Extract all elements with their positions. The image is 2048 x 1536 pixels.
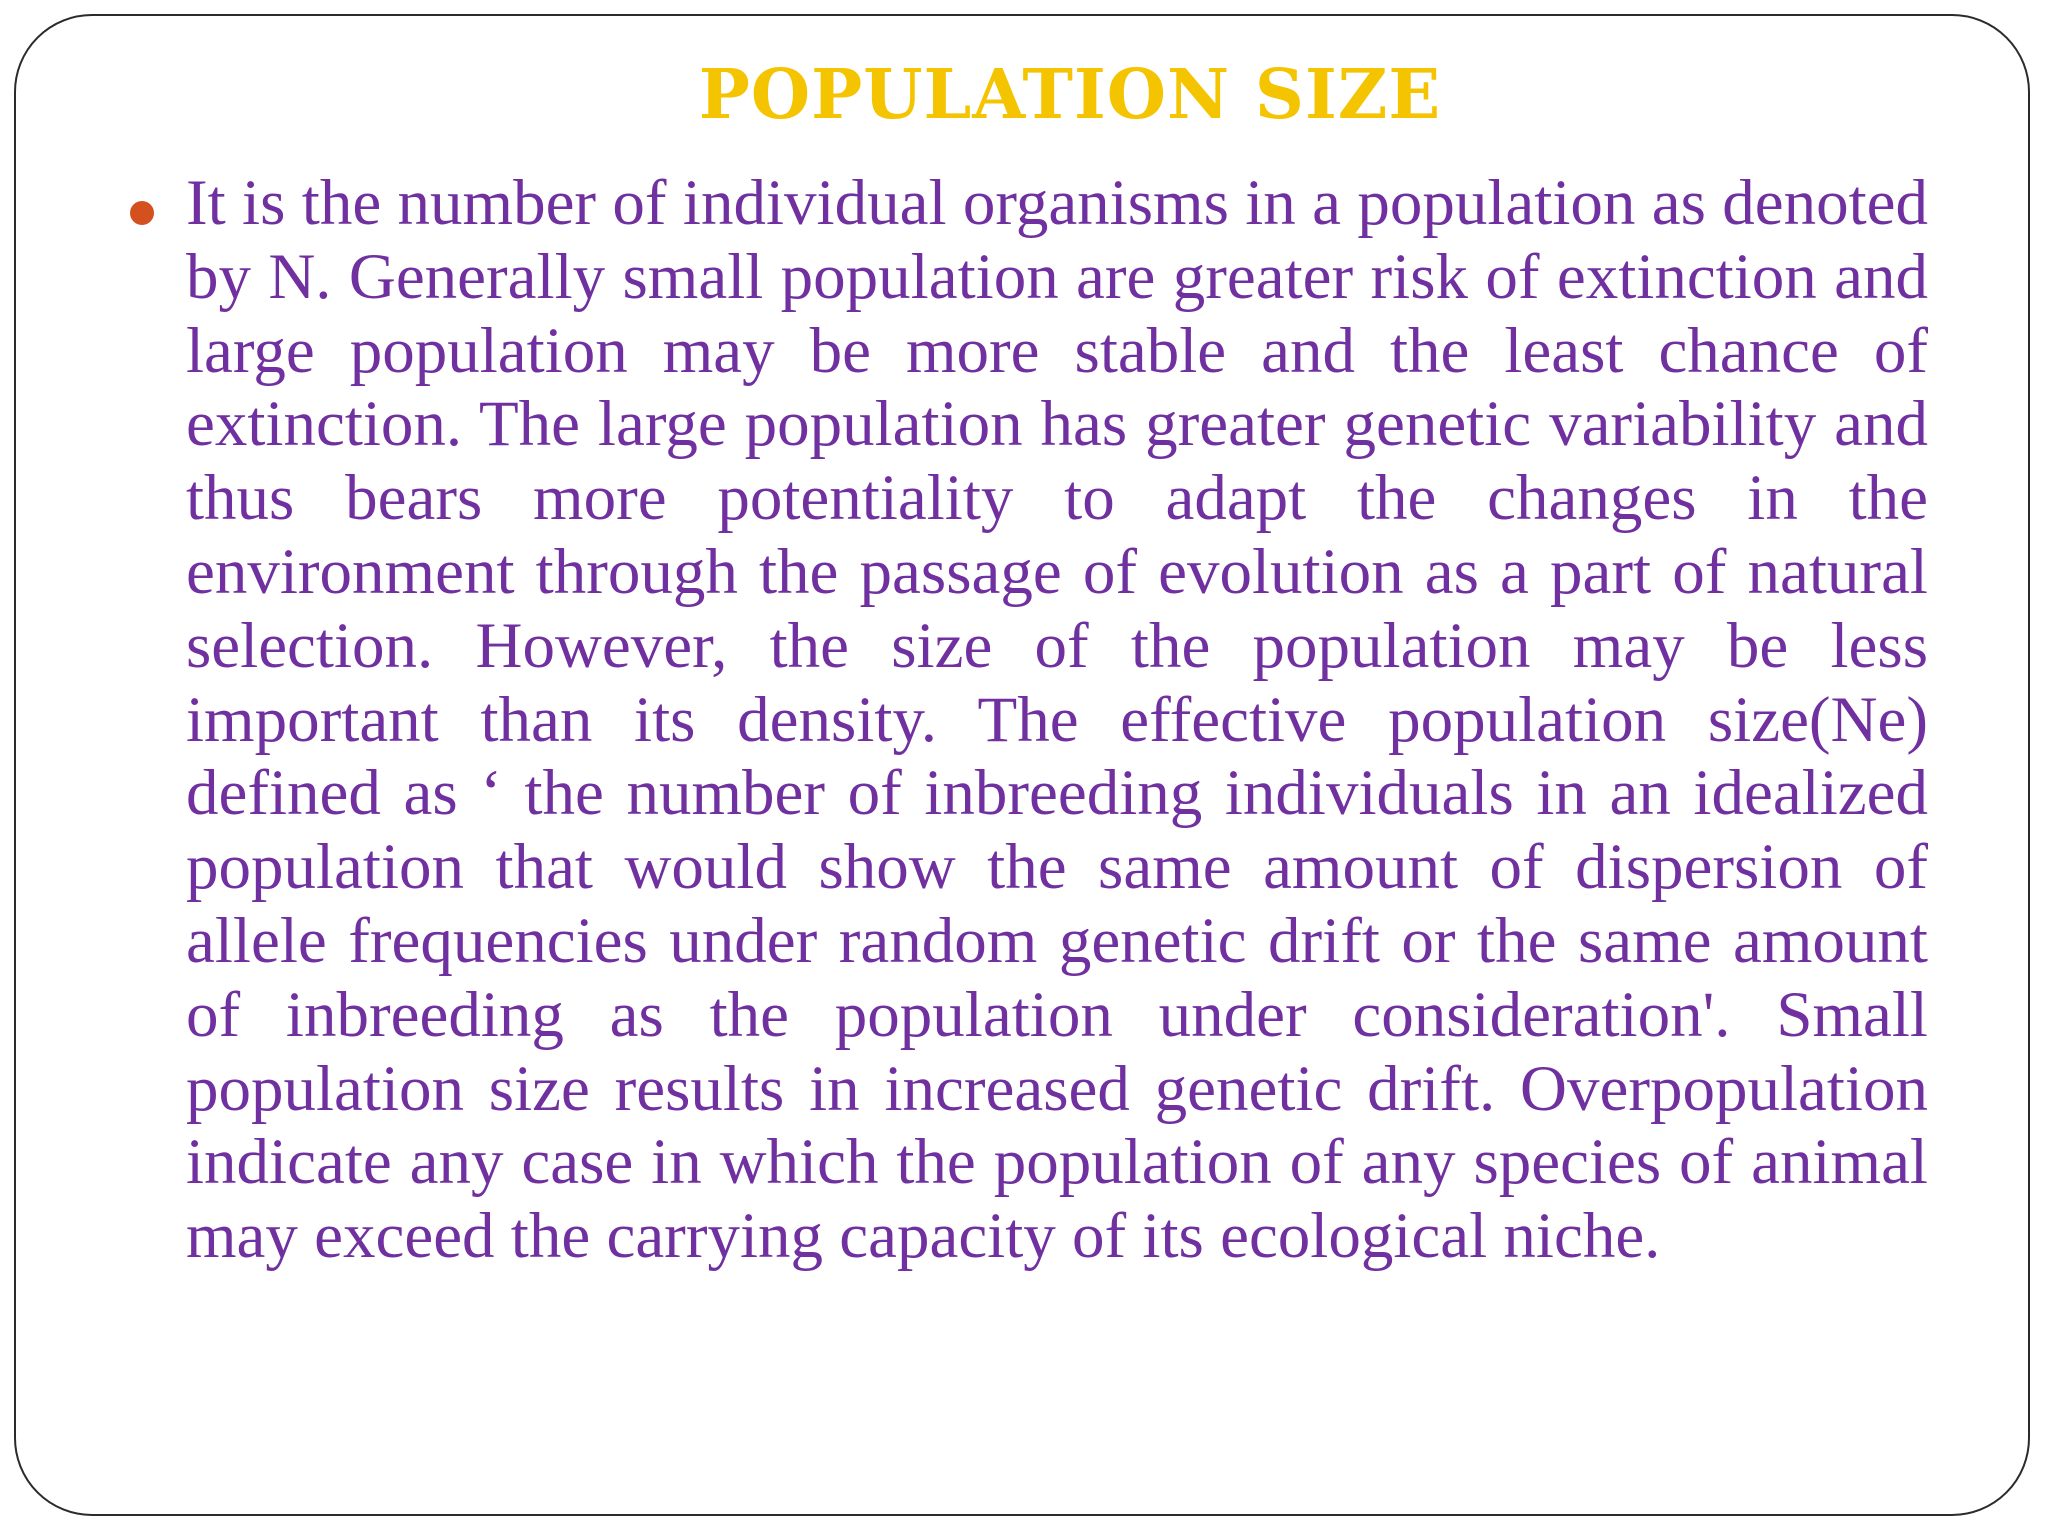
bullet-paragraph: It is the number of individual organisms in a population as denoted by N. Generally small population are greater risk of extinction and large population may be more stable and the least chance of extinction. The large population has greater genetic variability and thus bears more potentiality to adapt the changes in the environment through the passage of evolution as a part of natural selection. However, the size of the population may be less important than its density. The effective population size(Ne) defined as ‘ the number of inbreeding individuals in an idealized population that would show the same amount of dispersion of allele frequencies under random genetic drift or the same amount of inbreeding as the population under consideration'. Small population size results in increased genetic drift. Overpopulation indicate any case in which the population of any species of animal may exceed the carrying capacity of its ecological niche. bbox=[186, 167, 1928, 1273]
slide-title: POPULATION SIZE bbox=[698, 55, 1442, 135]
bullet-icon bbox=[130, 201, 154, 225]
